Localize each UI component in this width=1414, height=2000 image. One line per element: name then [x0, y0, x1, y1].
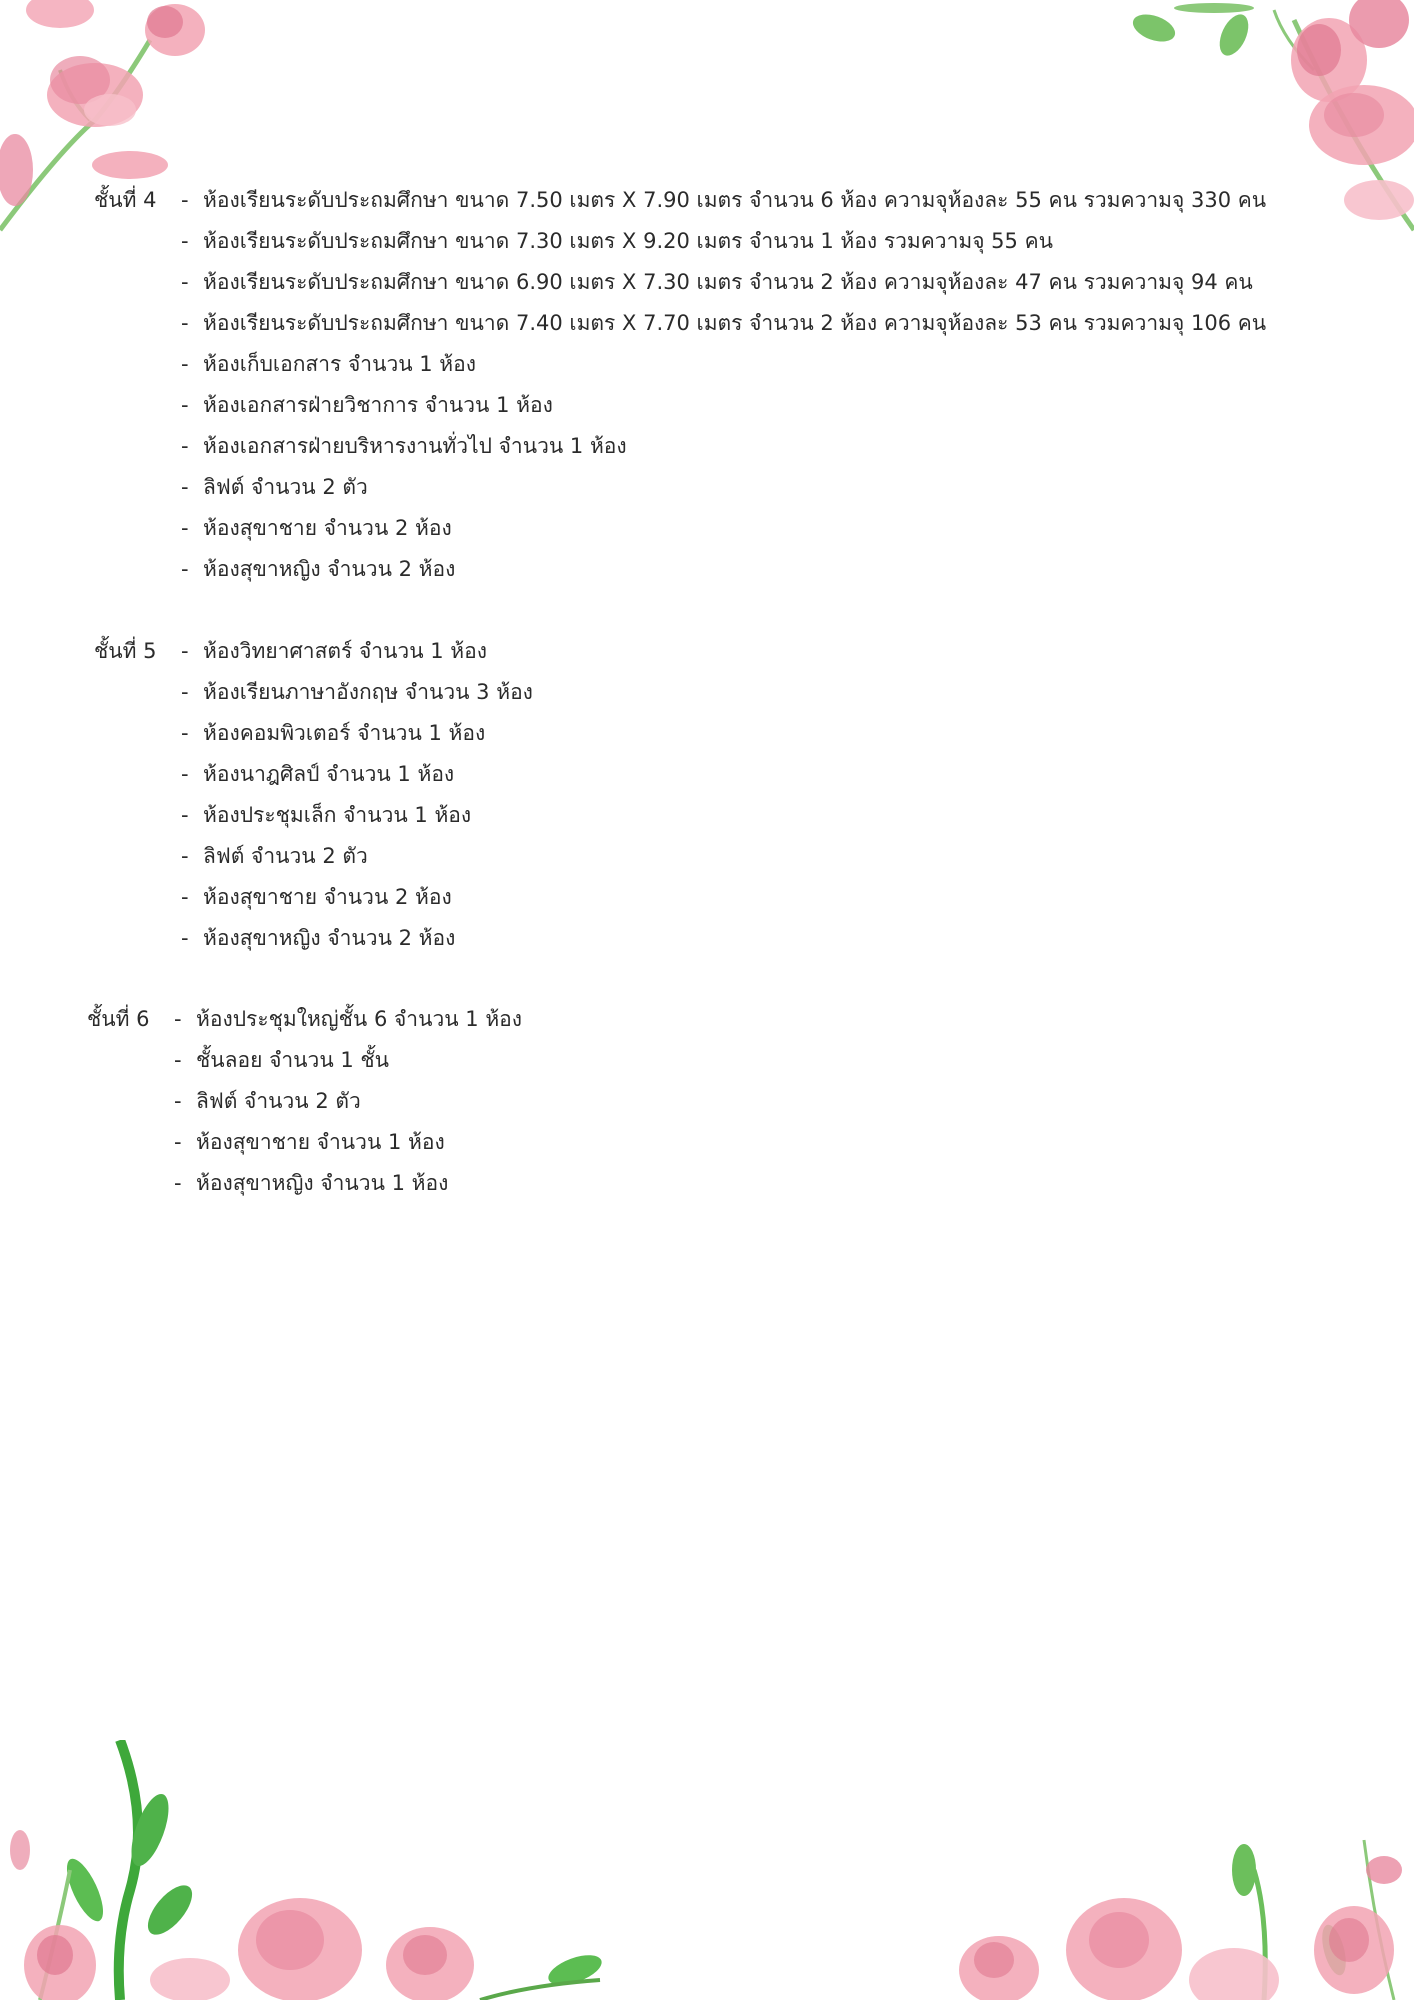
list-item — [181, 508, 1266, 549]
list-item — [181, 262, 1266, 303]
list-item — [174, 1163, 522, 1204]
bullet-dash: - — [181, 475, 189, 499]
bullet-dash: - — [181, 557, 189, 581]
floor-6-heading: ชั้นที่ 6 — [87, 1007, 150, 1031]
bullet-dash: - — [181, 844, 189, 868]
bullet-dash: - — [181, 885, 189, 909]
floor-5-heading: ชั้นที่ 5 — [94, 639, 157, 663]
list-item — [181, 467, 1266, 508]
room-text: ห้องสุขาหญิง จำนวน 1 ห้อง — [196, 1171, 449, 1195]
list-item — [181, 631, 533, 672]
room-text: ห้องสุขาชาย จำนวน 2 ห้อง — [203, 516, 452, 540]
list-item — [181, 549, 1266, 590]
list-item — [174, 1122, 522, 1163]
room-text: ห้องคอมพิวเตอร์ จำนวน 1 ห้อง — [203, 721, 486, 745]
bullet-dash: - — [181, 680, 189, 704]
bullet-dash: - — [181, 229, 189, 253]
pink-flower-icon — [959, 1856, 1402, 2000]
floral-corner-bottom-right — [934, 1800, 1414, 2000]
floor-6-room-list — [174, 999, 522, 1204]
list-item — [181, 754, 533, 795]
room-text: ห้องสุขาชาย จำนวน 2 ห้อง — [203, 885, 452, 909]
bullet-dash: - — [181, 926, 189, 950]
room-text: ลิฟต์ จำนวน 2 ตัว — [203, 844, 368, 868]
room-text: ห้องสุขาชาย จำนวน 1 ห้อง — [196, 1130, 445, 1154]
list-item — [181, 672, 533, 713]
room-text: ห้องสุขาหญิง จำนวน 2 ห้อง — [203, 926, 456, 950]
list-item — [181, 836, 533, 877]
bullet-dash: - — [181, 352, 189, 376]
list-item — [181, 303, 1266, 344]
bullet-dash: - — [181, 188, 189, 212]
room-text: ห้องประชุมใหญ่ชั้น 6 จำนวน 1 ห้อง — [196, 1007, 523, 1031]
pink-flower-icon — [0, 0, 205, 206]
room-text: ห้องประชุมเล็ก จำนวน 1 ห้อง — [203, 803, 472, 827]
pink-flower-icon — [1291, 0, 1414, 220]
bullet-dash: - — [181, 311, 189, 335]
room-text: ห้องเรียนระดับประถมศึกษา ขนาด 7.30 เมตร X 9.20 เมตร จำนวน 1 ห้อง รวมความจุ 55 คน — [203, 229, 1053, 253]
room-text: ห้องสุขาหญิง จำนวน 2 ห้อง — [203, 557, 456, 581]
room-text: ห้องเรียนภาษาอังกฤษ จำนวน 3 ห้อง — [203, 680, 533, 704]
list-item — [174, 1081, 522, 1122]
room-text: ห้องเอกสารฝ่ายวิชาการ จำนวน 1 ห้อง — [203, 393, 553, 417]
list-item — [181, 221, 1266, 262]
room-text: ลิฟต์ จำนวน 2 ตัว — [203, 475, 368, 499]
list-item — [181, 918, 533, 959]
bullet-dash: - — [181, 270, 189, 294]
list-item — [181, 795, 533, 836]
list-item — [181, 877, 533, 918]
bullet-dash: - — [181, 434, 189, 458]
room-text: ห้องนาฎศิลป์ จำนวน 1 ห้อง — [203, 762, 455, 786]
list-item — [181, 385, 1266, 426]
floor-4-heading: ชั้นที่ 4 — [94, 188, 157, 212]
list-item — [181, 180, 1266, 221]
room-text: ห้องเรียนระดับประถมศึกษา ขนาด 7.40 เมตร X 7.70 เมตร จำนวน 2 ห้อง ความจุห้องละ 53 คน รวมความจุ 106 คน — [203, 311, 1267, 335]
room-text: ชั้นลอย จำนวน 1 ชั้น — [196, 1048, 389, 1072]
floor-5-room-list — [181, 631, 533, 959]
bullet-dash: - — [181, 803, 189, 827]
bullet-dash: - — [181, 516, 189, 540]
list-item — [181, 713, 533, 754]
floor-4-room-list — [181, 180, 1266, 590]
list-item — [174, 1040, 522, 1081]
room-text: ห้องเอกสารฝ่ายบริหารงานทั่วไป จำนวน 1 ห้อง — [203, 434, 627, 458]
bullet-dash: - — [174, 1130, 182, 1154]
bullet-dash: - — [174, 1007, 182, 1031]
room-text: ห้องเรียนระดับประถมศึกษา ขนาด 7.50 เมตร X 7.90 เมตร จำนวน 6 ห้อง ความจุห้องละ 55 คน รวมความจุ 330 คน — [203, 188, 1267, 212]
bullet-dash: - — [174, 1089, 182, 1113]
room-text: ห้องวิทยาศาสตร์ จำนวน 1 ห้อง — [203, 639, 487, 663]
pink-flower-icon — [10, 1830, 474, 2000]
bullet-dash: - — [181, 762, 189, 786]
bullet-dash: - — [181, 639, 189, 663]
floral-corner-bottom-left — [0, 1740, 620, 2000]
bullet-dash: - — [174, 1048, 182, 1072]
bullet-dash: - — [181, 393, 189, 417]
list-item — [181, 344, 1266, 385]
room-text: ห้องเก็บเอกสาร จำนวน 1 ห้อง — [203, 352, 477, 376]
bullet-dash: - — [174, 1171, 182, 1195]
room-text: ลิฟต์ จำนวน 2 ตัว — [196, 1089, 361, 1113]
list-item — [174, 999, 522, 1040]
bullet-dash: - — [181, 721, 189, 745]
list-item — [181, 426, 1266, 467]
room-text: ห้องเรียนระดับประถมศึกษา ขนาด 6.90 เมตร X 7.30 เมตร จำนวน 2 ห้อง ความจุห้องละ 47 คน รวมความจุ 94 คน — [203, 270, 1253, 294]
